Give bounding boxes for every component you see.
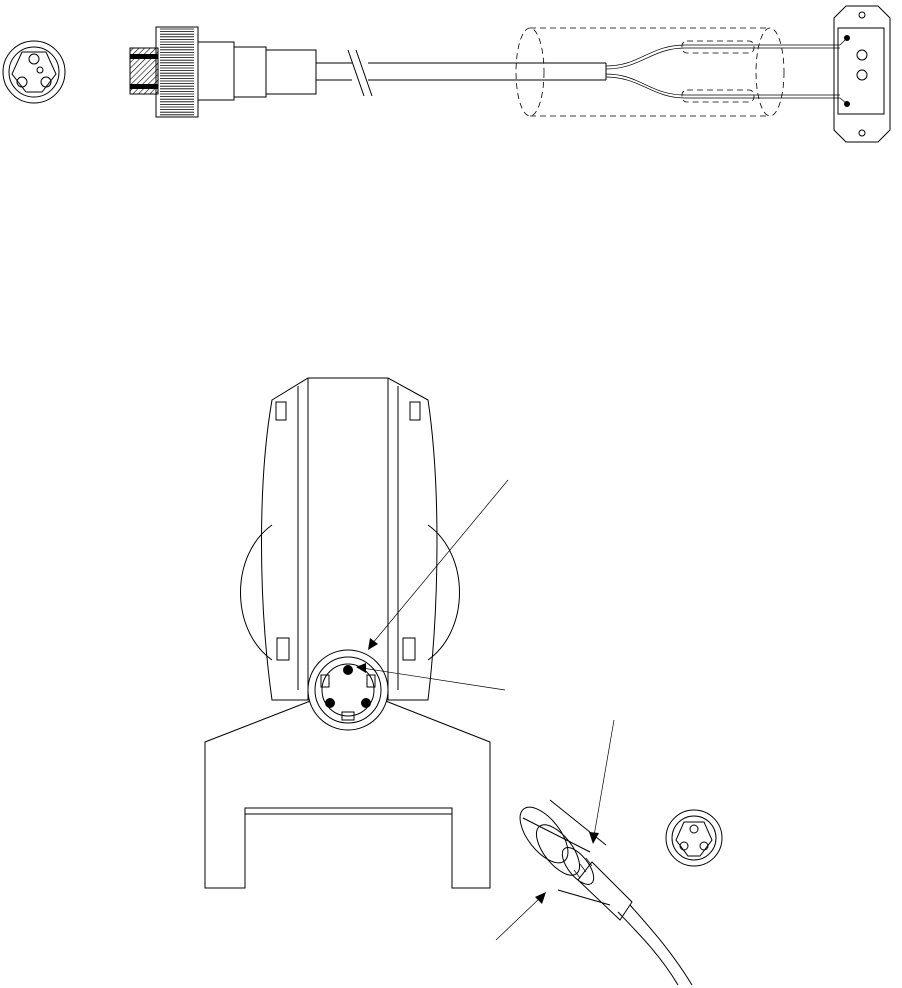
coupling-thread-section (130, 48, 158, 94)
shield-tube-phantom (516, 28, 784, 116)
conductor-wires (606, 41, 840, 102)
callout-arrows (356, 480, 614, 940)
knurled-coupling-nut (156, 27, 198, 117)
cable-plug (511, 799, 692, 985)
connector-end-view-top (3, 41, 65, 103)
cable-assembly (130, 6, 890, 142)
cable-jacket (316, 48, 606, 100)
transducer-mount (205, 378, 490, 888)
connector-end-view-bottom (666, 810, 722, 866)
callout-arrow-plug-nut (496, 892, 546, 940)
receptacle (308, 650, 388, 730)
strain-relief-boot (266, 50, 316, 94)
connector-body (198, 42, 234, 100)
callout-arrow-plug-body (589, 720, 614, 844)
callout-arrow-receptacle (368, 480, 508, 650)
terminal-block (834, 6, 890, 142)
strain-relief-collar (234, 47, 266, 97)
